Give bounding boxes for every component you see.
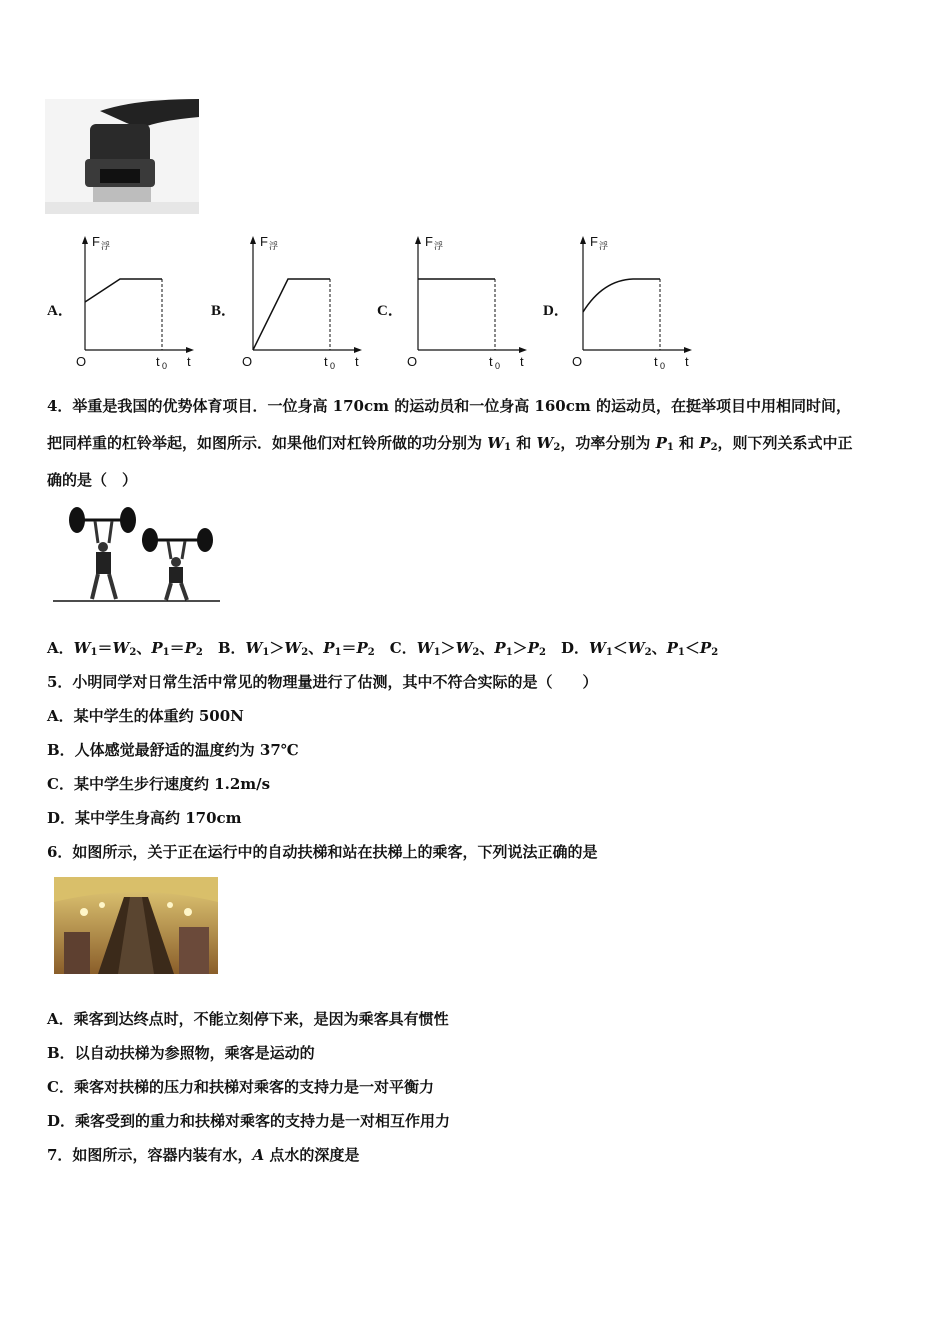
svg-text:F: F: [590, 234, 598, 249]
q4-option-c[interactable]: C．$W_1>W_2$、$P_1>P_2$: [389, 639, 546, 658]
escalator-photo: [54, 877, 218, 974]
q4-option-b[interactable]: B．$W_1>W_2$、$P_1=P_2$: [217, 639, 375, 658]
q3-option-c-letter[interactable]: C．: [377, 303, 403, 319]
svg-text:O: O: [242, 354, 253, 369]
q5-option-c[interactable]: C．某中学生步行速度约 1.2m/s: [47, 775, 271, 793]
svg-text:F: F: [260, 234, 268, 249]
q3-graph-c: [403, 232, 533, 374]
cup-photo: [45, 99, 199, 214]
svg-text:t: t: [324, 354, 328, 369]
q3-graph-b: [238, 232, 368, 374]
q7-stem: 7．如图所示，容器内装有水，A 点水的深度是: [47, 1146, 360, 1164]
svg-text:t: t: [520, 354, 524, 369]
svg-text:F: F: [425, 234, 433, 249]
q6-option-d[interactable]: D．乘客受到的重力和扶梯对乘客的支持力是一对相互作用力: [47, 1112, 451, 1130]
svg-text:O: O: [407, 354, 418, 369]
svg-text:浮: 浮: [269, 241, 279, 251]
svg-text:O: O: [76, 354, 87, 369]
q5-option-b[interactable]: B．人体感觉最舒适的温度约为 37℃: [47, 741, 299, 759]
svg-text:浮: 浮: [599, 241, 609, 251]
svg-text:0: 0: [162, 361, 168, 371]
q6-option-a[interactable]: A．乘客到达终点时，不能立刻停下来，是因为乘客具有惯性: [47, 1010, 449, 1028]
svg-text:t: t: [489, 354, 493, 369]
svg-text:t: t: [187, 354, 191, 369]
q3-option-b-letter[interactable]: B．: [211, 303, 237, 319]
svg-text:0: 0: [495, 361, 501, 371]
svg-text:0: 0: [330, 361, 336, 371]
svg-text:t: t: [685, 354, 689, 369]
q4-line-1: 4．举重是我国的优势体育项目．一位身高 170cm 的运动员和一位身高 160cm 的运动员，在挺举项目中用相同时间，: [47, 397, 851, 415]
q5-option-a[interactable]: A．某中学生的体重约 500N: [47, 707, 244, 725]
svg-text:浮: 浮: [434, 241, 444, 251]
svg-text:浮: 浮: [101, 241, 111, 251]
q6-stem: 6．如图所示，关于正在运行中的自动扶梯和站在扶梯上的乘客，下列说法正确的是: [47, 843, 598, 861]
svg-text:0: 0: [660, 361, 666, 371]
q3-option-a-letter[interactable]: A．: [47, 303, 73, 319]
q5-stem: 5．小明同学对日常生活中常见的物理量进行了估测，其中不符合实际的是（ ）: [47, 673, 598, 691]
q6-option-c[interactable]: C．乘客对扶梯的压力和扶梯对乘客的支持力是一对平衡力: [47, 1078, 434, 1096]
svg-text:t: t: [654, 354, 658, 369]
q4-options: [47, 638, 718, 663]
q4-option-a[interactable]: A．$W_1=W_2$、$P_1=P_2$: [47, 639, 203, 658]
q4-line-2: 把同样重的杠铃举起，如图所示．如果他们对杠铃所做的功分别为 $W_1$ 和 $W_2$，功率分别为 $P_1$ 和 $P_2$，则下列关系式中正: [47, 434, 853, 453]
q4-option-d[interactable]: D．$W_1<W_2$、$P_1<P_2$: [560, 639, 719, 658]
svg-text:O: O: [572, 354, 583, 369]
q6-option-b[interactable]: B．以自动扶梯为参照物，乘客是运动的: [47, 1044, 315, 1062]
svg-text:t: t: [355, 354, 359, 369]
weightlifters-figure: [50, 503, 225, 605]
q3-graph-d: [568, 232, 698, 374]
q4-line-3: 确的是（ ）: [47, 471, 138, 489]
svg-text:t: t: [156, 354, 160, 369]
q5-option-d[interactable]: D．某中学生身高约 170cm: [47, 809, 242, 827]
q3-option-d-letter[interactable]: D．: [543, 303, 569, 319]
q3-graph-a: [70, 232, 200, 374]
svg-text:F: F: [92, 234, 100, 249]
